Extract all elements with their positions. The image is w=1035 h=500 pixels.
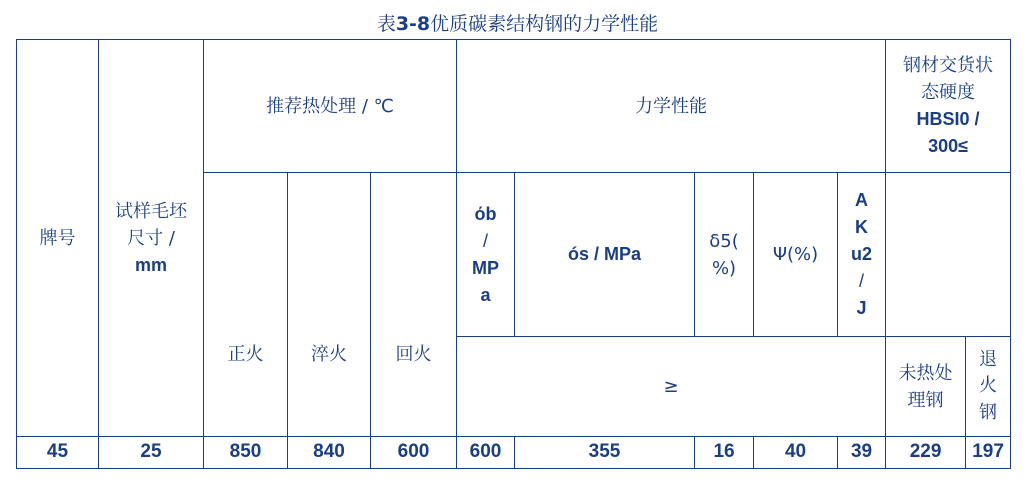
cell-impact-energy: 39: [838, 437, 886, 469]
header-impact-energy: A K u2 / J: [838, 173, 886, 337]
header-hardness-blank: [886, 173, 1011, 337]
cell-grade: 45: [17, 437, 99, 469]
cell-yield-strength: 355: [515, 437, 695, 469]
header-elongation: δ5( %): [695, 173, 754, 337]
cell-annealed-hardness: 197: [966, 437, 1011, 469]
table-title: [0, 9, 1035, 36]
header-heat-treatment: 推荐热处理 / ℃: [204, 40, 457, 173]
header-normalizing: 正火: [204, 173, 288, 437]
cell-reduction-of-area: 40: [754, 437, 838, 469]
header-mechanical-properties: 力学性能: [457, 40, 886, 173]
cell-quenching: 840: [288, 437, 371, 469]
table-row: [17, 437, 1011, 469]
title-prefix: 表: [376, 13, 396, 35]
header-specimen-size: 试样毛坯 尺寸 / mm: [99, 40, 204, 437]
header-min-sign: ≥: [457, 337, 886, 437]
cell-elongation: 16: [695, 437, 754, 469]
header-quenching: 淬火: [288, 173, 371, 437]
cell-tempering: 600: [371, 437, 457, 469]
header-delivery-hardness: 钢材交货状 态硬度 HBSI0 / 300≤: [886, 40, 1011, 173]
cell-tensile-strength: 600: [457, 437, 515, 469]
mechanical-properties-table: [16, 39, 1011, 469]
title-number: 3-8: [395, 13, 431, 35]
header-tensile-strength: όb / MP a: [457, 173, 515, 337]
header-tempering: 回火: [371, 173, 457, 437]
header-yield-strength: ós / MPa: [515, 173, 695, 337]
cell-untreated-hardness: 229: [886, 437, 966, 469]
cell-normalizing: 850: [204, 437, 288, 469]
header-reduction-of-area: Ψ(%): [754, 173, 838, 337]
title-suffix: 优质碳素结构钢的力学性能: [430, 13, 659, 35]
header-annealed-steel: 退 火 钢: [966, 337, 1011, 437]
header-grade: 牌号: [17, 40, 99, 437]
header-untreated-steel: 未热处 理钢: [886, 337, 966, 437]
cell-size: 25: [99, 437, 204, 469]
